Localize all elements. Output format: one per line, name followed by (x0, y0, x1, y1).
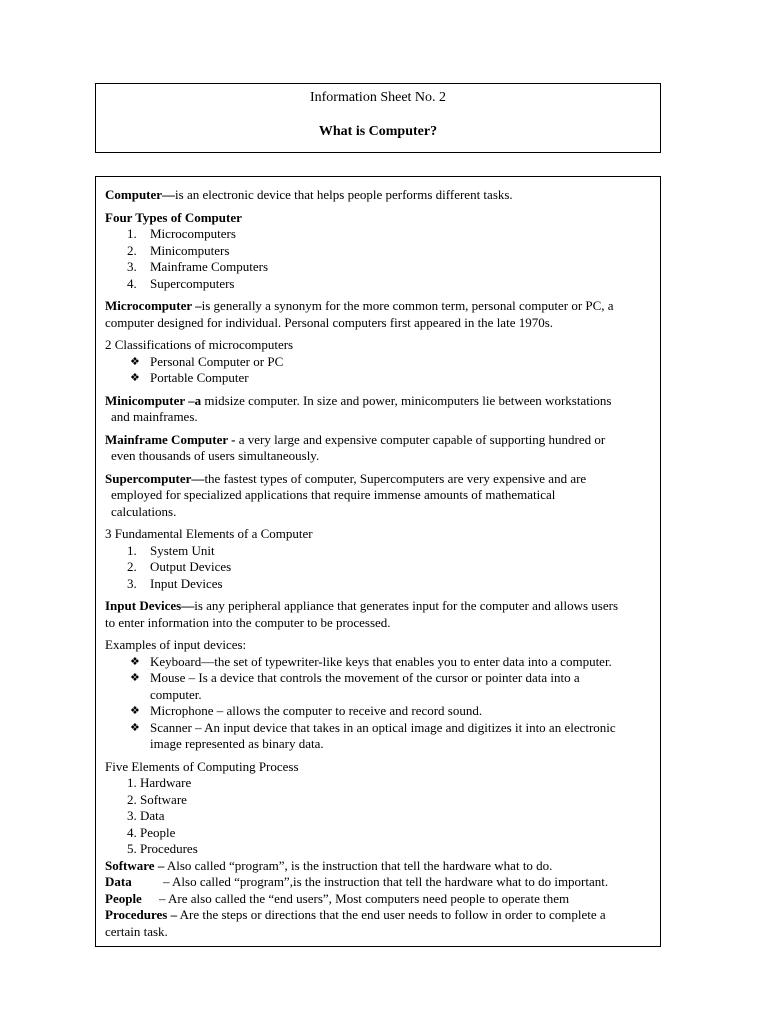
people-definition (105, 891, 653, 908)
types-heading-text: Four Types of Computer (105, 209, 242, 225)
header-box (95, 83, 661, 153)
classifications-heading: 2 Classifications of microcomputers (105, 337, 294, 352)
list-item (105, 354, 653, 371)
list-item: 4. People (127, 824, 176, 840)
minicomputer-definition-cont: and mainframes. (111, 409, 198, 424)
list-item: 2. Software (127, 791, 187, 807)
list-item (105, 670, 653, 703)
input-devices-text-1: is any peripheral appliance that generates input for the computer and allows users (194, 598, 618, 613)
list-item-text: Supercomputers (150, 275, 235, 291)
list-item-text: Microphone – allows the computer to receive and record sound. (150, 703, 483, 718)
software-definition (105, 858, 653, 875)
diamond-bullet-icon: ❖ (130, 655, 140, 668)
list-item: 1. Microcomputers (127, 226, 236, 241)
list-item (105, 654, 653, 671)
supercomputer-definition-cont: employed for specialized applications that require immense amounts of mathematical (111, 487, 556, 502)
elements-list (105, 775, 653, 858)
list-item-text: Input Devices (150, 575, 223, 591)
people-term: People (105, 890, 142, 906)
list-item (105, 370, 653, 387)
data-term: Data (105, 874, 132, 889)
minicomputer-definition (105, 393, 653, 410)
diamond-bullet-icon: ❖ (130, 372, 140, 384)
list-item-text: Keyboard—the set of typewriter-like keys that enables you to enter data into a computer. (150, 653, 612, 669)
computer-definition (105, 187, 653, 204)
supercomputer-definition-cont: calculations. (111, 503, 177, 519)
list-item: 2. Output Devices (127, 559, 232, 574)
list-item: 2. Minicomputers (127, 242, 230, 258)
list-item-text: Mouse – Is a device that controls the movement of the cursor or pointer data into a (150, 670, 580, 685)
list-item-text: System Unit (150, 542, 215, 558)
software-term: Software – (105, 857, 165, 873)
computer-term: Computer— (105, 187, 176, 202)
list-item-text: Portable Computer (150, 370, 249, 385)
examples-heading: Examples of input devices: (105, 637, 247, 652)
list-item-text: Minicomputers (150, 242, 230, 258)
mainframe-term: Mainframe Computer - (105, 431, 236, 447)
mainframe-definition (105, 432, 653, 449)
mainframe-text-1: a very large and expensive computer capable of supporting hundred or (235, 431, 606, 447)
list-item-text: Scanner – An input device that takes in an optical image and digitizes it into an electronic (150, 719, 616, 735)
list-item: 1. Hardware (127, 775, 192, 790)
input-devices-definition-cont: to enter information into the computer to be processed. (105, 614, 391, 630)
classifications-list (105, 354, 653, 387)
diamond-bullet-icon: ❖ (130, 721, 140, 734)
examples-list (105, 654, 653, 753)
microcomputer-definition (105, 298, 653, 315)
data-text: – Also called “program”,is the instruction that tell the hardware what to do important. (163, 874, 609, 889)
list-item-text: computer. (150, 686, 202, 702)
types-heading (105, 210, 653, 227)
computer-text: is an electronic device that helps people performs different tasks. (175, 187, 513, 202)
procedures-definition (105, 907, 653, 924)
list-item-text: Mainframe Computers (150, 259, 269, 274)
list-item: 5. Procedures (127, 841, 198, 856)
diamond-bullet-icon: ❖ (130, 705, 140, 717)
list-item: 3. Input Devices (127, 575, 223, 591)
list-item-text: image represented as binary data. (150, 736, 324, 751)
list-item (105, 720, 653, 753)
list-item (105, 703, 653, 720)
diamond-bullet-icon: ❖ (130, 672, 140, 684)
minicomputer-text-1: midsize computer. In size and power, minicomputers lie between workstations (201, 392, 612, 408)
microcomputer-definition-cont: computer designed for individual. Personal computers first appeared in the late 1970s. (105, 314, 554, 330)
minicomputer-term: Minicomputer –a (105, 392, 202, 408)
list-item: 3. Data (127, 808, 165, 823)
microcomputer-text-1: is generally a synonym for the more common term, personal computer or PC, a (201, 298, 614, 313)
types-list (105, 226, 653, 292)
fundamentals-heading: 3 Fundamental Elements of a Computer (105, 526, 313, 541)
fundamentals-list (105, 543, 653, 593)
people-text: – Are also called the “end users”, Most computers need people to operate them (159, 890, 570, 906)
content-body (105, 187, 653, 940)
elements-heading: Five Elements of Computing Process (105, 758, 299, 774)
list-item-text: Personal Computer or PC (150, 353, 284, 369)
supercomputer-term: Supercomputer— (105, 470, 205, 486)
microcomputer-term: Microcomputer – (105, 298, 202, 313)
page-title: What is Computer? (318, 124, 438, 139)
procedures-term: Procedures – (105, 907, 178, 922)
list-item-text: Microcomputers (150, 226, 236, 241)
supercomputer-definition (105, 471, 653, 488)
list-item: 1. System Unit (127, 542, 215, 558)
sheet-number: Information Sheet No. 2 (309, 90, 447, 105)
procedures-text: Are the steps or directions that the end user needs to follow in order to complete a (177, 907, 606, 922)
content-box (95, 176, 661, 947)
input-devices-term: Input Devices— (105, 598, 195, 613)
diamond-bullet-icon: ❖ (130, 355, 140, 368)
software-text: Also called “program”, is the instruction that tell the hardware what to do. (164, 857, 553, 873)
procedures-definition-cont: certain task. (105, 923, 168, 939)
input-devices-definition (105, 598, 653, 615)
mainframe-definition-cont: even thousands of users simultaneously. (111, 448, 320, 463)
list-item: 4. Supercomputers (127, 275, 235, 291)
data-definition (105, 874, 653, 891)
list-item: 3. Mainframe Computers (127, 259, 269, 274)
list-item-text: Output Devices (150, 559, 232, 574)
supercomputer-text-1: the fastest types of computer, Supercomputers are very expensive and are (204, 470, 587, 486)
